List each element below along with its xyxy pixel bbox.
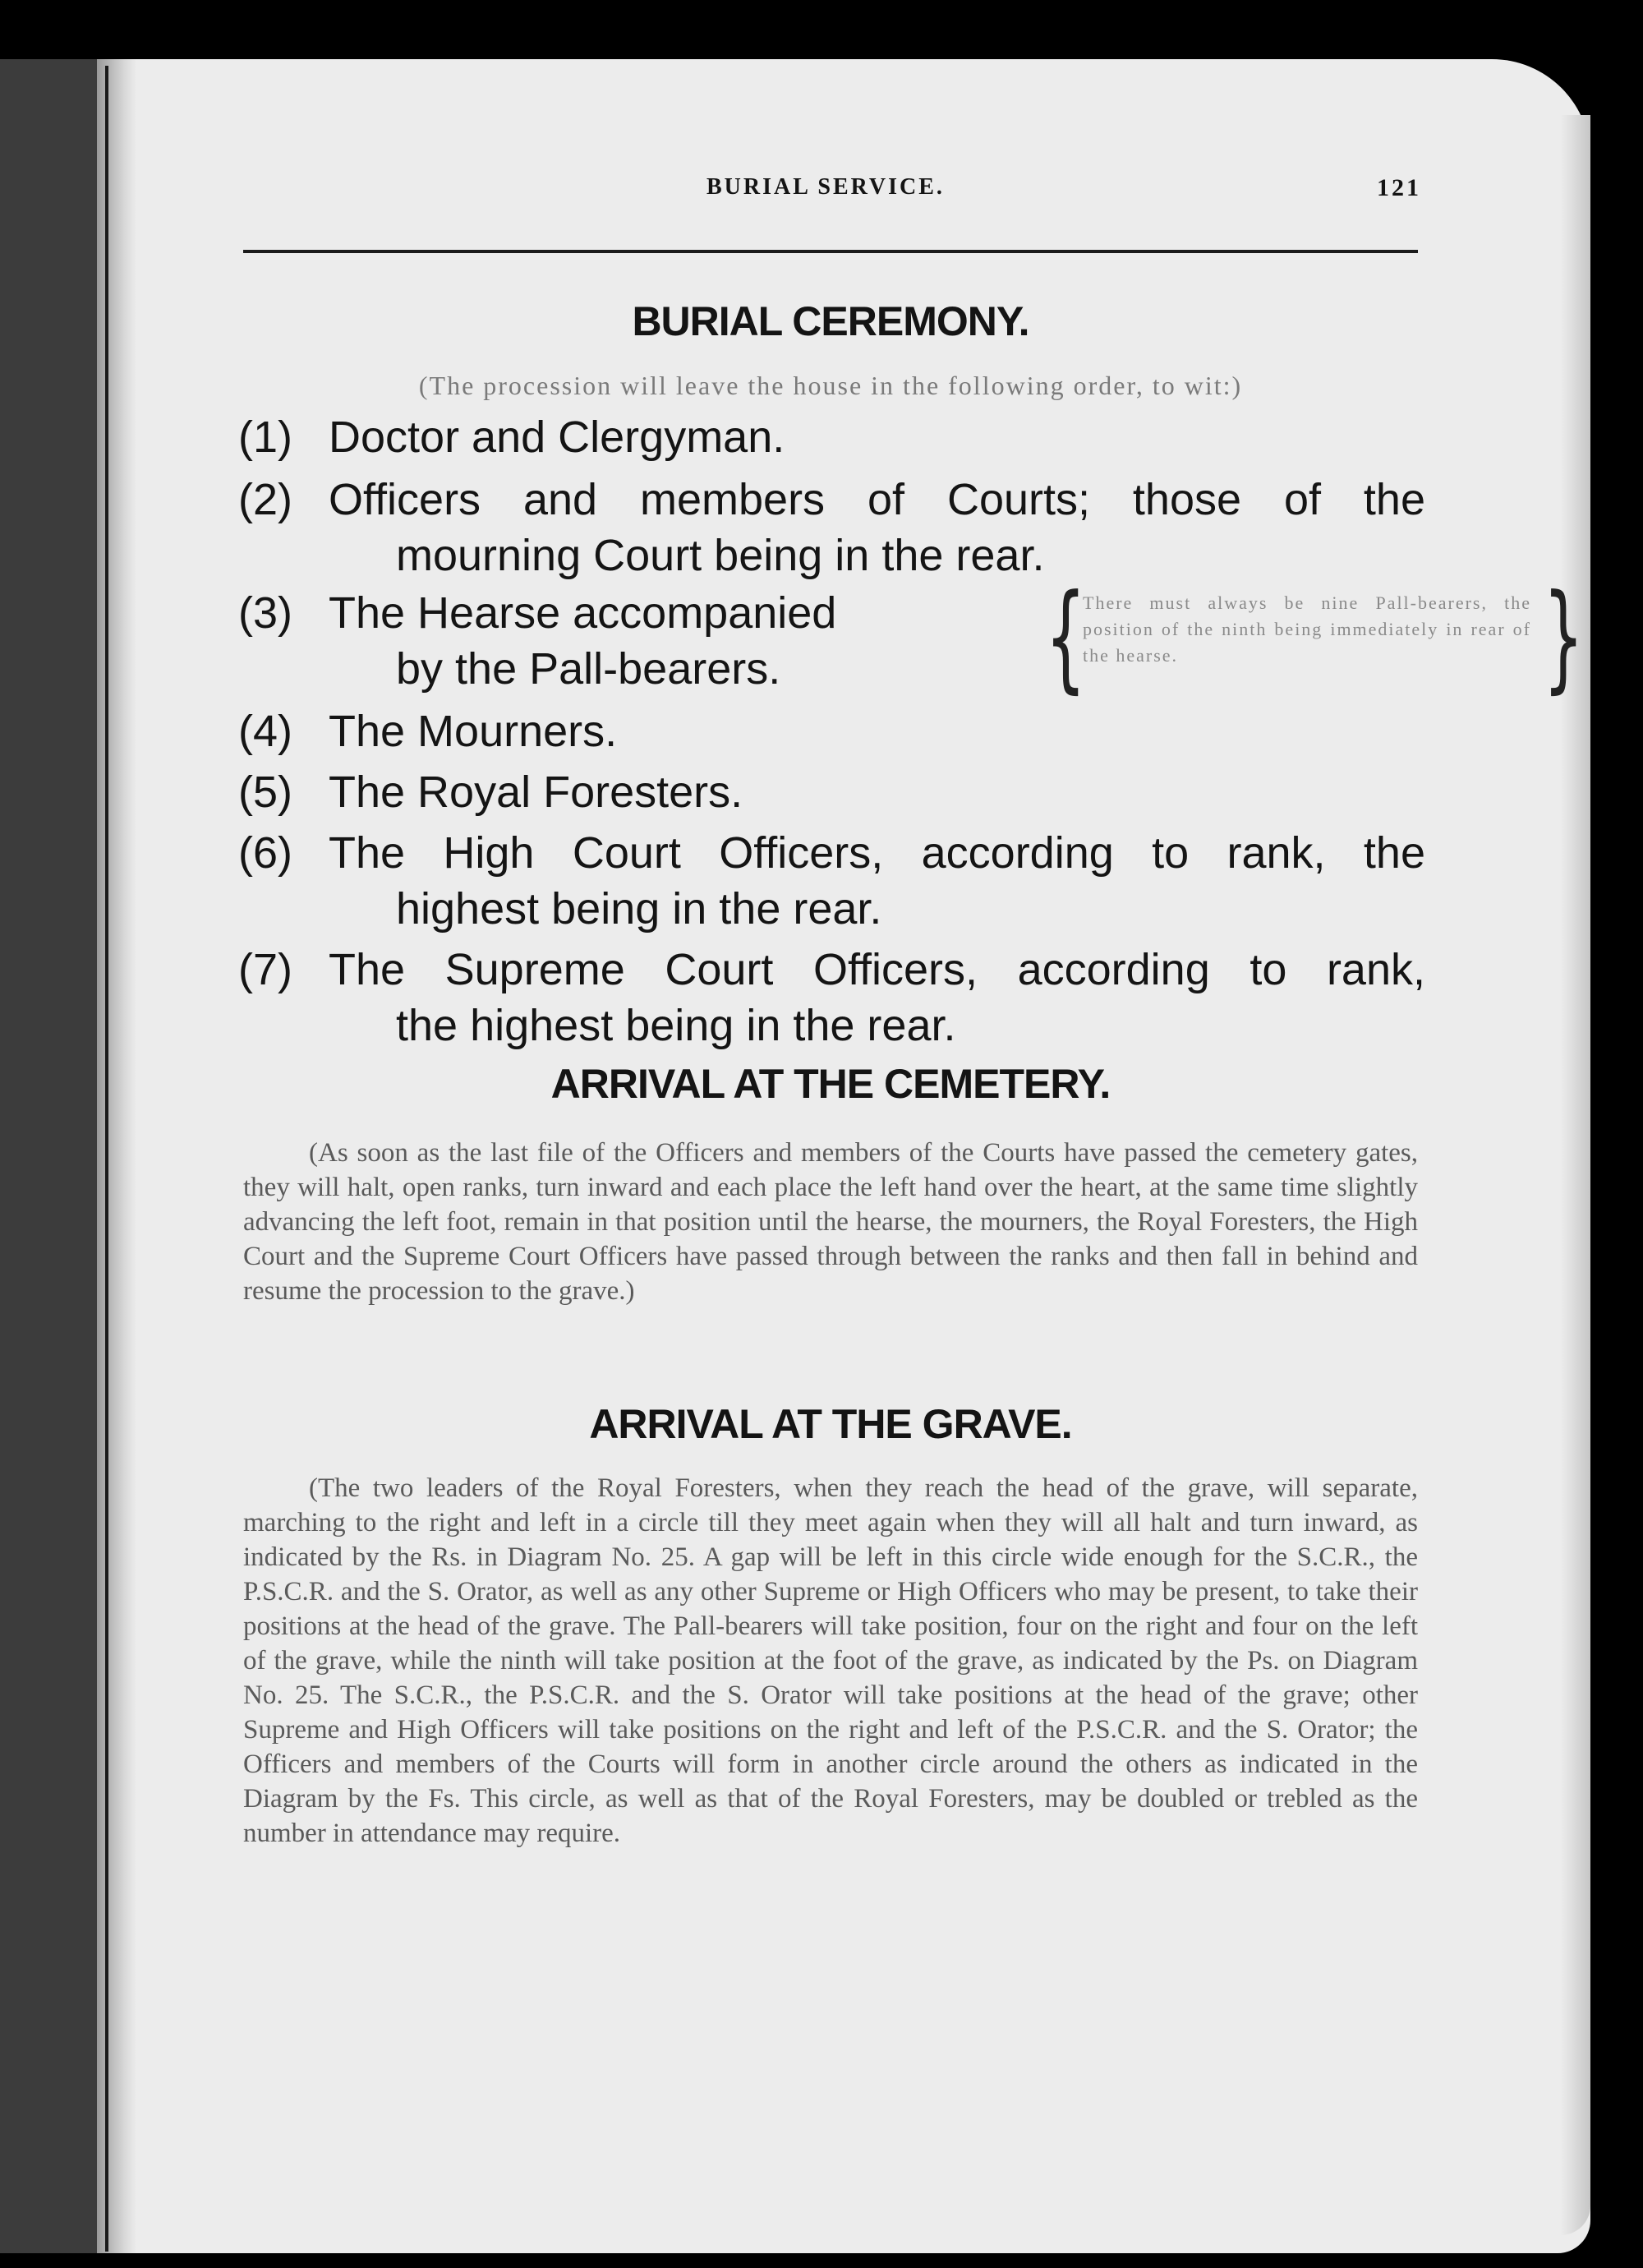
item-text: The Royal Foresters. xyxy=(329,768,743,817)
pall-bearer-note: There must always be nine Pall-bearers, the position of the ninth being immediately in rear of the hearse. xyxy=(1083,592,1531,666)
section-heading-arrival-grave: ARRIVAL AT THE GRAVE. xyxy=(589,1401,1072,1447)
list-item xyxy=(238,942,1425,1053)
item-number: (4) xyxy=(238,707,292,756)
right-brace: } xyxy=(1543,569,1585,705)
left-brace: { xyxy=(1045,569,1087,705)
item-continuation: mourning Court being in the rear. xyxy=(396,531,1045,580)
section-heading-arrival-cemetery: ARRIVAL AT THE CEMETERY. xyxy=(550,1061,1111,1107)
running-head-title: BURIAL SERVICE. xyxy=(706,174,945,200)
item-text: Officers and members of Courts; those of the xyxy=(329,475,1425,524)
procession-intro: (The procession will leave the house in the following order, to wit:) xyxy=(418,371,1243,400)
list-item xyxy=(238,409,1425,465)
item-number: (3) xyxy=(238,588,292,638)
page-binding-shadow xyxy=(97,59,136,2253)
adjacent-page-edge xyxy=(0,59,97,2253)
running-head xyxy=(246,174,1421,207)
arrival-grave-text: (The two leaders of the Royal Foresters, when they reach the head of the grave, will separate, marching to the right and left in a circle till they meet again when they will all halt and turn inward, as indicated by the Rs. in Diagram No. 25. A gap will be left in this circle wide enough for the S.C.R., the P.S.C.R. and the S. Orator, as well as any other Supreme or High Officers who may be present, to take their positions at the head of the grave. The Pall-bearers will take position, four on the right and four on the left of the grave, while the ninth will take position at the foot of the grave, as indicated by the Ps. on Diagram No. 25. The S.C.R., the P.S.C.R. and the S. Orator will take positions at the head of the grave; other Supreme and High Officers will take positions on the right and left of the P.S.C.R. and the S. Orator; the Officers and members of the Courts will form in another circle around the others as indicated in the Diagram by the Fs. This circle, as well as that of the Royal Foresters, may be doubled or trebled as the number in attendance may require. xyxy=(243,1473,1418,1848)
arrival-cemetery-text: (As soon as the last file of the Officers and members of the Courts have passed the cemetery gates, they will halt, open ranks, turn inward and each place the left hand over the heart, at the same time slightly advancing the left foot, remain in that position until the hearse, the mourners, the Royal Foresters, the High Court and the Supreme Court Officers have passed through between the ranks and then fall in behind and resume the procession to the grave.) xyxy=(243,1138,1418,1306)
section-heading-burial-ceremony: BURIAL CEREMONY. xyxy=(632,298,1029,344)
header-rule xyxy=(243,250,1418,253)
item-number: (6) xyxy=(238,828,292,878)
item-number: (2) xyxy=(238,475,292,524)
item-continuation: the highest being in the rear. xyxy=(396,1001,956,1050)
item-continuation: highest being in the rear. xyxy=(396,884,882,933)
item-number: (1) xyxy=(238,413,292,462)
list-item xyxy=(238,472,1425,583)
item-number: (5) xyxy=(238,768,292,817)
item-text: The Mourners. xyxy=(329,707,618,756)
page-edge-shadow xyxy=(1561,115,1590,2235)
list-item xyxy=(238,764,1425,820)
list-item xyxy=(238,825,1425,937)
item-text: The High Court Officers, according to rank, the xyxy=(329,828,1425,878)
list-item xyxy=(238,703,1425,759)
item-continuation: by the Pall-bearers. xyxy=(396,644,781,694)
page-number: 121 xyxy=(1377,174,1421,201)
procession-list xyxy=(238,409,1585,1053)
item-text: The Hearse accompanied xyxy=(329,588,837,638)
item-number: (7) xyxy=(238,945,292,994)
spine-line xyxy=(105,66,108,2252)
item-text: Doctor and Clergyman. xyxy=(329,413,785,462)
item-text: The Supreme Court Officers, according to rank, xyxy=(329,945,1425,994)
list-item xyxy=(238,569,1585,705)
